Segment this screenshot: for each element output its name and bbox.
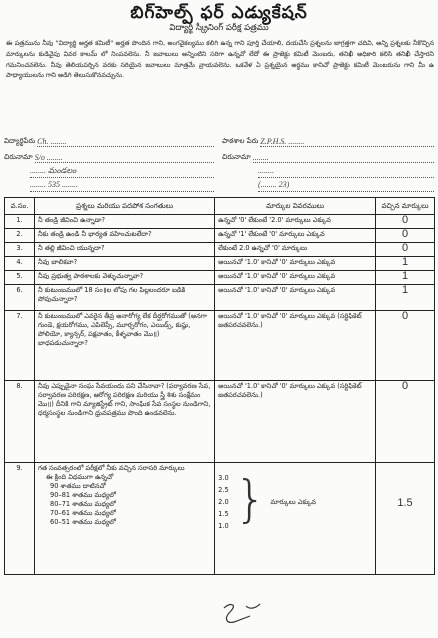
grade-mark-value: 1.5	[218, 510, 229, 518]
row-number: 3.	[5, 243, 35, 257]
col-header-question: ప్రశ్నలు మరియు పదపోశ సంగతులు	[35, 198, 215, 215]
table-row	[5, 463, 435, 575]
signature-icon	[216, 600, 274, 630]
grade-range: 90 శాతము దాటినచో	[50, 482, 106, 490]
grade-mark-value: 3.0	[218, 474, 229, 482]
grade-mark-value: 2.0	[218, 498, 229, 506]
row-score[interactable]: 0	[376, 311, 435, 381]
row-number: 2.	[5, 229, 35, 243]
grade-range: 60–51 శాతము మధ్యలో	[50, 518, 116, 526]
row-question: నీవు బాలికవా?	[35, 257, 215, 271]
grades-question: గత సంవత్సరంలో పరీక్షలో నీకు వచ్చిన సరాసరి మార్కులు	[38, 464, 185, 472]
row-marks-detail: ఉన్నచో '1' లేకుంటే '0' మార్కులు ఎక్కువ	[215, 229, 376, 243]
school-address-field[interactable]	[222, 152, 434, 163]
table-row	[5, 381, 435, 463]
row-question: నీకు తండ్రి ఉండి నీ భార్యత వహించుటలేదా?	[35, 229, 215, 243]
school-name-value: Z.P.H.S. ........	[260, 137, 434, 147]
row-question: నీ తల్లి జీవించి యున్నదా?	[35, 243, 215, 257]
row-question: నీ కుటుంబములో ఎవరైన తీవ్ర అనారోగ్య లేక దీర్ఘరోగముతో (అనగా గుండె, క్షయరోగము, ఎపిలెప్సీ, మూర్ఛరోగం, ఎయిడ్స్, కుష్ఠు, పోలియో, క్యాన్సర్, పక్షవాతం, కీళ్ళవాతం మొ॥) బాధపడుచున్నారా?	[35, 311, 215, 381]
grade-marks-list	[218, 474, 229, 531]
row-score[interactable]: 1	[376, 285, 435, 311]
student-name-value: Ch. ........	[37, 137, 214, 147]
student-name-field[interactable]	[4, 136, 214, 147]
row-number: 4.	[5, 257, 35, 271]
row-score[interactable]: 0	[376, 381, 435, 463]
school-address-label: చిరునామా	[222, 153, 251, 161]
grade-range: 70–61 శాతము మధ్యలో	[50, 509, 116, 517]
grade-range: 80–71 శాతము మధ్యలో	[50, 500, 116, 508]
row-marks-detail: లేకుంటే 2.0 ఉన్నచో '0' మార్కులు	[215, 243, 376, 257]
table-row	[5, 243, 435, 257]
grades-sub-intro: ఈ క్రింది విధముగా ఉన్నచో	[46, 473, 114, 481]
table-row	[5, 271, 435, 285]
grade-range: 90–81 శాతము మధ్యలో	[50, 491, 116, 499]
table-row	[5, 285, 435, 311]
table-row	[5, 229, 435, 243]
row-question: నీ తండ్రి జీవించి ఉన్నాడా?	[35, 215, 215, 229]
row-number: 7.	[5, 311, 35, 381]
address-line-2[interactable]: ........ మండలం	[30, 166, 214, 178]
row-score[interactable]: 0	[376, 243, 435, 257]
row-number: 5.	[5, 271, 35, 285]
table-row	[5, 257, 435, 271]
address-field[interactable]	[4, 152, 214, 163]
row-score[interactable]: 0	[376, 215, 435, 229]
row-score[interactable]: 1.5	[376, 463, 435, 575]
row-score[interactable]: 1	[376, 257, 435, 271]
row-number: 9.	[5, 463, 35, 575]
row-marks-detail: అయినచో '1.0' కానిచో '0' మార్కులు ఎక్కువ	[215, 285, 376, 311]
table-row	[5, 311, 435, 381]
col-header-marks-detail: మార్కుల వివరములు	[215, 198, 376, 215]
address-label: చిరునామా	[4, 153, 33, 161]
row-number: 6.	[5, 285, 35, 311]
row-marks-detail: అయినచో '1.0' కానిచో '0' మార్కులు ఎక్కువ	[215, 271, 376, 285]
row-score[interactable]: 1	[376, 271, 435, 285]
row-question: నీవు ఎప్పుడైనా సంఘ సేవయందు పని చేసినావా? (పర్యావరణ సేవ, సర్వావరణ పరిరక్షణ, ఆరోగ్య పరిరక్షణ మరియు స్త్రీ శిశు సంక్షేమం మొ॥) దీనికి గాని మ్యాజిస్ట్రేట్ గాని, సాంఘిక సేవ సంస్థల నుండిగాని, ధర్మసంస్థల నుండిగాని ధ్రువపత్రము పొంది ఉండవలెను.	[35, 381, 215, 463]
screening-table	[4, 197, 435, 575]
page-subtitle: విద్యార్థి స్క్రీనింగ్ పరీక్ష పత్రము	[169, 23, 269, 33]
brace-icon: }	[234, 470, 267, 528]
grade-marks-block	[218, 470, 372, 531]
school-address-value: ........	[253, 153, 434, 163]
grade-marks-note: మార్కులు ఎక్కువ	[270, 498, 316, 506]
school-name-field[interactable]	[222, 136, 434, 147]
school-address-line-3[interactable]: (........ 23)	[258, 180, 434, 192]
school-name-label: పాఠశాల పేరు	[222, 137, 259, 145]
row-number: 1.	[5, 215, 35, 229]
col-header-score: వచ్చిన మార్కులు	[376, 198, 435, 215]
grade-mark-value: 1.0	[218, 522, 229, 530]
instructions-paragraph: ఈ పత్రమును నీవు "విద్యార్థి అర్హత కమిటీ" అర్హత పొందిన గాని, అంగవైకల్యము కలిగి ఉన్న గాని పూర్తి చేయాలి, దయచేసి ప్రశ్నలను జాగ్రత్తగా చదివి, అన్ని ప్రశ్నలకు నీకొచ్చిన మార్కులను కుడివైపు వివర కాలమ్ లో నింపవలెను. నీ జవాబులు అన్నింటిని సరిగా ఉన్నవో లేదో ఈ ప్రాజెక్టు కమిటీ మెంబరు, తనిఖీ అధికారి కలిసి తనిఖీ చేస్తారని గమనించవలెను. నీవు తెలియపర్చిన వరకు సరియైన జవాబులు మాత్రమే వ్రాయవలెను. ఒకవేళ ఏ ప్రశ్నయైన అర్థము కానిచో ప్రాజెక్టు కమిటీ మెంబరును గాని మీ ఉ పాధ్యాయులను గాని అడిగి తెలుసుకొనవచ్చును.	[6, 39, 434, 80]
row-marks-detail: అయినచో '1.0' కానిచో '0' మార్కులు ఎక్కువ	[215, 257, 376, 271]
address-line-3[interactable]: ........ 535 ........	[30, 180, 214, 192]
student-name-label: విద్యార్థిపేరు	[4, 137, 36, 145]
row-marks-detail: ఉన్నచో '0' లేకుంటే '2.0' మార్కులు ఎక్కువ	[215, 215, 376, 229]
row-marks-detail: అయినచో '1.0' కానిచో '0' మార్కులు ఎక్కువ (సర్టిఫికెట్ జతపరచవలెను.)	[215, 311, 376, 381]
table-header-row	[5, 198, 435, 215]
row-number: 8.	[5, 381, 35, 463]
school-address-line-2[interactable]: ........	[258, 166, 434, 178]
row-question: నీవు ప్రభుత్వ పాఠశాలకు వెళ్ళుచున్నావా?	[35, 271, 215, 285]
page-title: బిగ్‌హెల్ప్ ఫర్ ఎడ్యుకేషన్	[130, 3, 308, 23]
row-question-grades	[35, 463, 215, 575]
row-score[interactable]: 0	[376, 229, 435, 243]
col-header-no: వ.సం.	[5, 198, 35, 215]
table-row	[5, 215, 435, 229]
grade-mark-value: 2.5	[218, 486, 229, 494]
row-question: నీ కుటుంబములో 18 సం॥ల లోపు గల పిల్లలందరూ బడికి పోవుచున్నారా?	[35, 285, 215, 311]
address-value: S/o ........	[35, 153, 214, 163]
row-marks-detail: అయినచో '1.0' కానిచో '0' మార్కులు ఎక్కువ (సర్టిఫికెట్ జతపరచవలెను.)	[215, 381, 376, 463]
row-marks-detail	[215, 463, 376, 575]
